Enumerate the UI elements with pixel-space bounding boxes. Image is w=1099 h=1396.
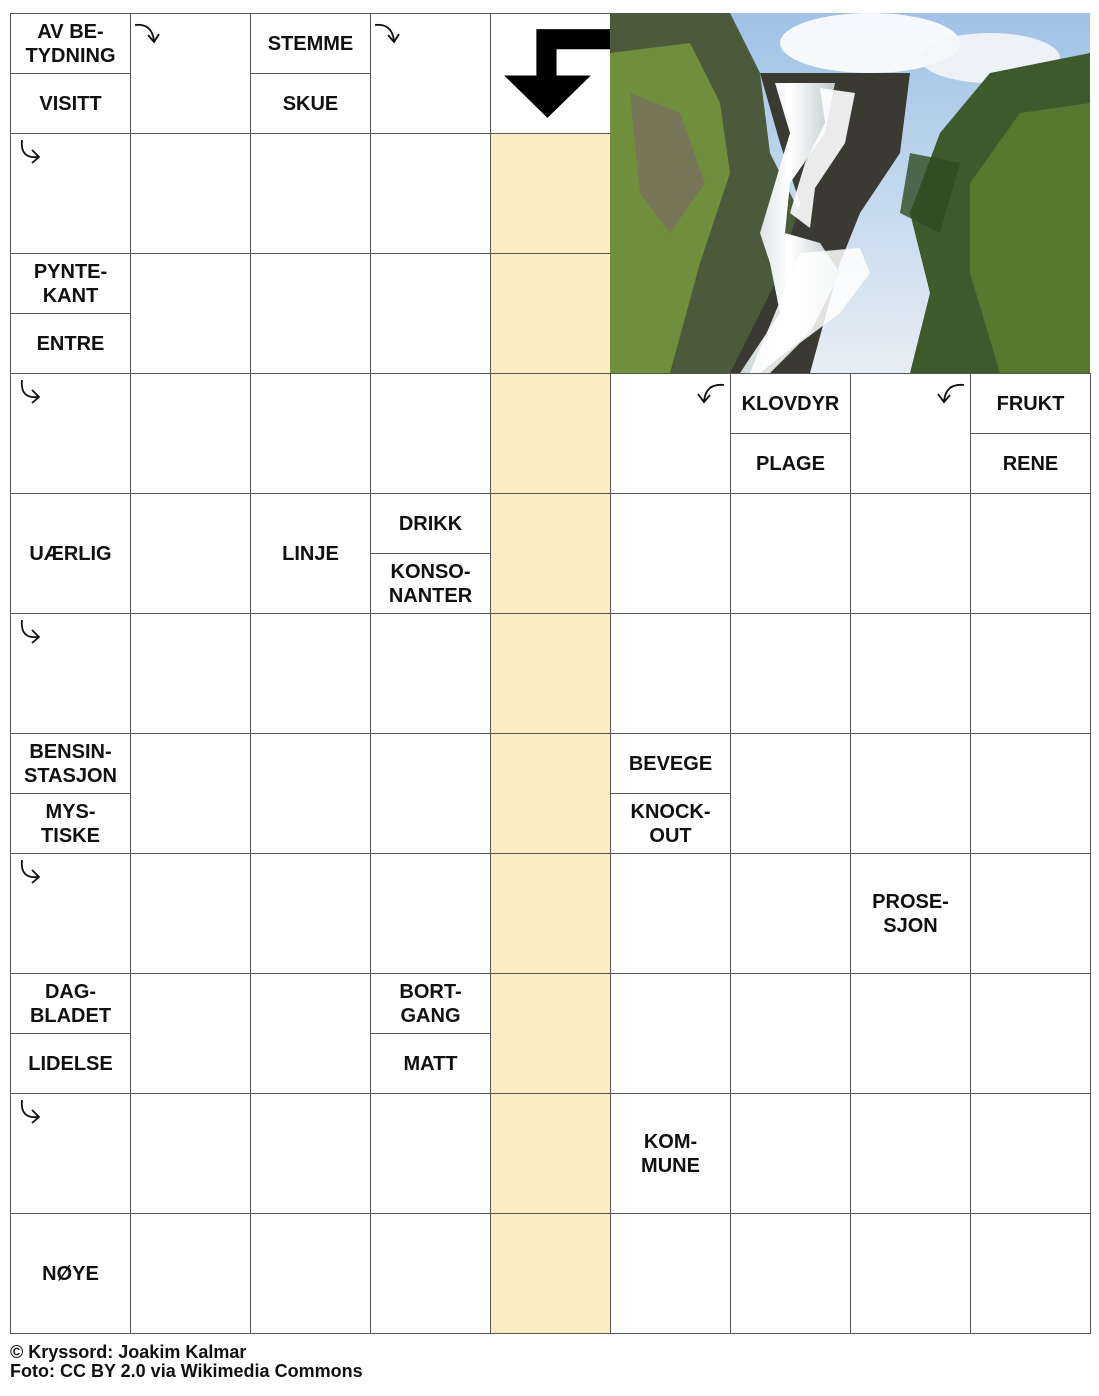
answer-cell[interactable]	[250, 853, 371, 974]
arrow-down-right-icon	[14, 857, 46, 889]
answer-cell[interactable]	[130, 973, 251, 1094]
answer-cell[interactable]	[850, 733, 971, 854]
answer-cell[interactable]	[850, 1213, 971, 1334]
clue-cell: KLOVDYR	[730, 373, 851, 434]
solution-answer-cell[interactable]	[490, 853, 611, 974]
answer-cell[interactable]	[970, 1093, 1091, 1214]
clue-cell: MATT	[370, 1033, 491, 1094]
clue-cell: LINJE	[250, 493, 371, 614]
answer-cell[interactable]	[370, 373, 491, 494]
answer-cell[interactable]	[610, 493, 731, 614]
credit-puzzle-author: © Kryssord: Joakim Kalmar	[10, 1342, 247, 1362]
arrow-left-down-icon	[694, 377, 726, 409]
answer-cell[interactable]	[130, 613, 251, 734]
clue-cell: SKUE	[250, 73, 371, 134]
answer-cell[interactable]	[370, 253, 491, 374]
answer-cell[interactable]	[250, 1213, 371, 1334]
answer-cell[interactable]	[610, 613, 731, 734]
answer-cell[interactable]	[130, 133, 251, 254]
arrow-down-right-icon	[14, 1097, 46, 1129]
answer-cell[interactable]	[370, 613, 491, 734]
clue-cell: KNOCK- OUT	[610, 793, 731, 854]
answer-cell[interactable]	[130, 733, 251, 854]
arrow-down-right-icon	[14, 137, 46, 169]
clue-cell: ENTRE	[10, 313, 131, 374]
clue-cell: KONSO- NANTER	[370, 553, 491, 614]
clue-cell: PLAGE	[730, 433, 851, 494]
answer-cell[interactable]	[610, 973, 731, 1094]
answer-cell[interactable]	[970, 613, 1091, 734]
answer-cell[interactable]	[970, 853, 1091, 974]
arrow-left-down-icon	[934, 377, 966, 409]
crossword-grid	[10, 13, 1090, 1333]
solution-answer-cell[interactable]	[490, 493, 611, 614]
answer-cell[interactable]	[370, 733, 491, 854]
clue-cell: LIDELSE	[10, 1033, 131, 1094]
clue-cell: DRIKK	[370, 493, 491, 554]
clue-cell: DAG- BLADET	[10, 973, 131, 1034]
answer-cell[interactable]	[250, 973, 371, 1094]
credits	[10, 1343, 363, 1381]
answer-cell[interactable]	[970, 493, 1091, 614]
solution-answer-cell[interactable]	[490, 1213, 611, 1334]
clue-cell: FRUKT	[970, 373, 1091, 434]
answer-cell[interactable]	[370, 1093, 491, 1214]
answer-cell[interactable]	[130, 853, 251, 974]
clue-cell: AV BE- TYDNING	[10, 13, 131, 74]
answer-cell[interactable]	[970, 1213, 1091, 1334]
clue-cell: KOM- MUNE	[610, 1093, 731, 1214]
arrow-down-right-icon	[14, 617, 46, 649]
clue-cell: RENE	[970, 433, 1091, 494]
clue-cell: STEMME	[250, 13, 371, 74]
arrow-right-down-icon	[132, 17, 164, 49]
clue-cell: PROSE- SJON	[850, 853, 971, 974]
solution-answer-cell[interactable]	[490, 973, 611, 1094]
answer-cell[interactable]	[730, 1093, 851, 1214]
clue-cell: MYS- TISKE	[10, 793, 131, 854]
answer-cell[interactable]	[730, 853, 851, 974]
answer-cell[interactable]	[370, 133, 491, 254]
answer-cell[interactable]	[250, 133, 371, 254]
clue-cell: PYNTE- KANT	[10, 253, 131, 314]
answer-cell[interactable]	[610, 1213, 731, 1334]
clue-cell: BORT- GANG	[370, 973, 491, 1034]
clue-cell: UÆRLIG	[10, 493, 131, 614]
answer-cell[interactable]	[130, 1213, 251, 1334]
solution-answer-cell[interactable]	[490, 613, 611, 734]
answer-cell[interactable]	[970, 973, 1091, 1094]
solution-answer-cell[interactable]	[490, 1093, 611, 1214]
arrow-right-down-icon	[372, 17, 404, 49]
big-down-arrow-icon	[490, 13, 611, 134]
answer-cell[interactable]	[130, 253, 251, 374]
answer-cell[interactable]	[250, 733, 371, 854]
answer-cell[interactable]	[970, 733, 1091, 854]
answer-cell[interactable]	[610, 853, 731, 974]
answer-cell[interactable]	[850, 613, 971, 734]
answer-cell[interactable]	[370, 1213, 491, 1334]
waterfall-photo	[610, 13, 1090, 373]
answer-cell[interactable]	[730, 613, 851, 734]
clue-cell: BEVEGE	[610, 733, 731, 794]
answer-cell[interactable]	[250, 1093, 371, 1214]
solution-answer-cell[interactable]	[490, 253, 611, 374]
clue-cell: BENSIN- STASJON	[10, 733, 131, 794]
answer-cell[interactable]	[730, 493, 851, 614]
answer-cell[interactable]	[130, 1093, 251, 1214]
credit-photo-license: Foto: CC BY 2.0 via Wikimedia Commons	[10, 1361, 363, 1381]
answer-cell[interactable]	[250, 253, 371, 374]
solution-answer-cell[interactable]	[490, 133, 611, 254]
clue-cell: NØYE	[10, 1213, 131, 1334]
answer-cell[interactable]	[250, 613, 371, 734]
clue-cell: VISITT	[10, 73, 131, 134]
answer-cell[interactable]	[730, 1213, 851, 1334]
answer-cell[interactable]	[730, 733, 851, 854]
answer-cell[interactable]	[130, 373, 251, 494]
solution-answer-cell[interactable]	[490, 373, 611, 494]
answer-cell[interactable]	[850, 973, 971, 1094]
answer-cell[interactable]	[850, 493, 971, 614]
answer-cell[interactable]	[370, 853, 491, 974]
answer-cell[interactable]	[130, 493, 251, 614]
solution-answer-cell[interactable]	[490, 733, 611, 854]
arrow-down-right-icon	[14, 377, 46, 409]
answer-cell[interactable]	[850, 1093, 971, 1214]
answer-cell[interactable]	[250, 373, 371, 494]
answer-cell[interactable]	[730, 973, 851, 1094]
